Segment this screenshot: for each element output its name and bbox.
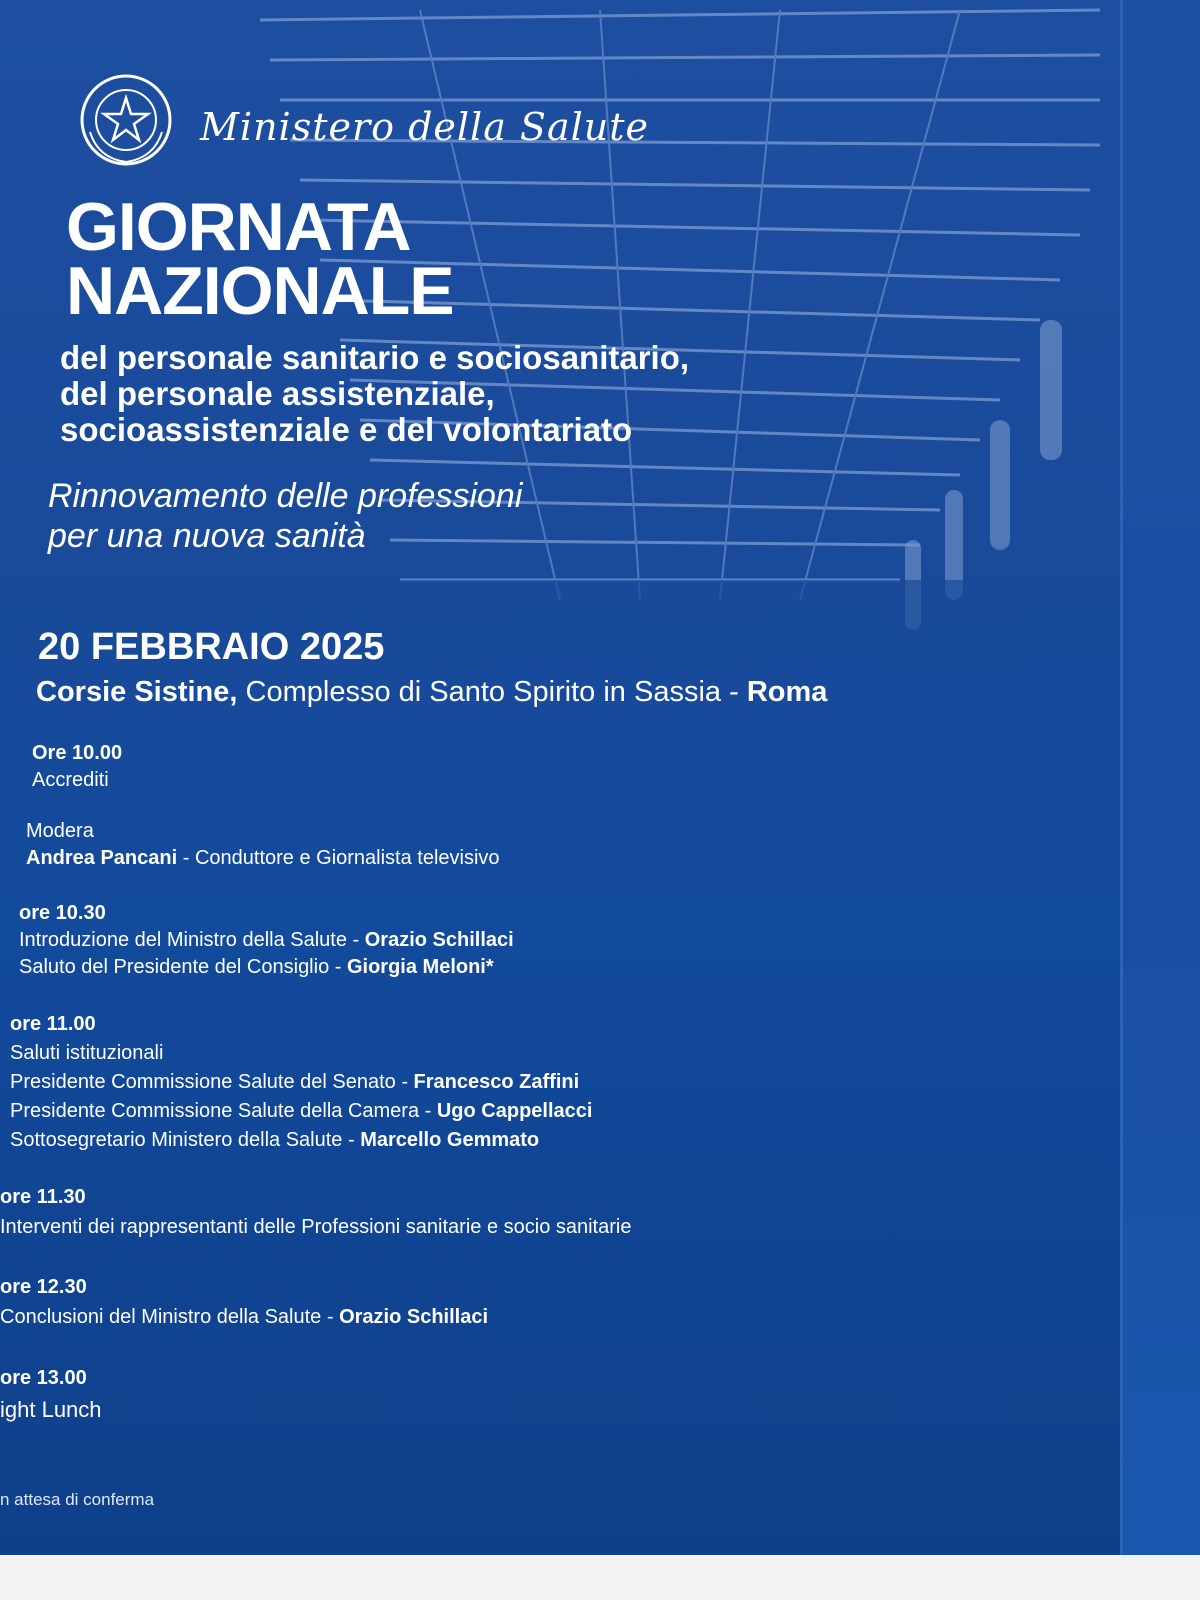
slot-item: Accrediti <box>32 769 109 791</box>
speaker-name: Ugo Cappellacci <box>436 1100 593 1122</box>
venue-city: Roma <box>746 676 828 708</box>
event-tagline <box>48 476 522 556</box>
slot-item: Interventi dei rappresentanti delle Professioni sanitarie e socio sanitarie <box>0 1216 632 1238</box>
slot-item: Presidente Commissione Salute della Camera - <box>10 1100 437 1122</box>
subtitle-line: del personale assistenziale, <box>60 375 495 412</box>
republic-emblem-icon <box>78 72 174 168</box>
program-slot-1030 <box>19 900 514 981</box>
slot-item: Saluto del Presidente del Consiglio - <box>19 956 347 978</box>
venue-separator: - <box>729 676 747 708</box>
slot-item: Sottosegretario Ministero della Salute - <box>10 1129 361 1151</box>
program-slot-1100 <box>10 1010 592 1155</box>
speaker-name: Orazio Schillaci <box>364 929 514 951</box>
program-slot-1000 <box>32 740 122 794</box>
speaker-name: Orazio Schillaci <box>339 1306 489 1328</box>
table-surface <box>0 1555 1200 1600</box>
moderator-role: - Conduttore e Giornalista televisivo <box>177 847 500 869</box>
slot-time: ore 10.30 <box>19 902 106 924</box>
program-slot-1130 <box>0 1182 631 1242</box>
program-moderator <box>26 818 500 872</box>
slot-item: Conclusioni del Ministro della Salute - <box>0 1306 340 1328</box>
moderator-label: Modera <box>26 820 94 842</box>
title-line: NAZIONALE <box>66 253 454 329</box>
event-venue <box>36 676 827 709</box>
slot-item: Presidente Commissione Salute del Senato - <box>10 1071 414 1093</box>
slot-time: Ore 10.00 <box>32 742 123 764</box>
speaker-name: Francesco Zaffini <box>413 1071 580 1093</box>
slot-time: ore 11.00 <box>10 1013 96 1035</box>
speaker-name: Giorgia Meloni* <box>346 956 494 978</box>
ministry-name: Ministero della Salute <box>200 105 649 149</box>
program-slot-1230 <box>0 1272 488 1332</box>
page-title <box>66 189 454 329</box>
title-line: GIORNATA <box>66 189 411 265</box>
slot-time: ore 13.00 <box>0 1367 87 1389</box>
event-subtitle <box>60 340 689 448</box>
moderator-name: Andrea Pancani <box>26 847 178 869</box>
slot-item: ight Lunch <box>0 1397 102 1422</box>
program-slot-1300 <box>0 1362 102 1426</box>
slot-heading: Saluti istituzionali <box>10 1042 164 1064</box>
venue-complex: Complesso di Santo Spirito in Sassia <box>237 676 730 708</box>
footnote: n attesa di conferma <box>0 1490 155 1509</box>
subtitle-line: socioassistenziale e del volontariato <box>60 411 633 448</box>
venue-place: Corsie Sistine, <box>36 676 238 708</box>
tagline-line: Rinnovamento delle professioni <box>48 477 523 515</box>
tagline-line: per una nuova sanità <box>48 517 366 555</box>
event-date: 20 FEBBRAIO 2025 <box>38 626 385 668</box>
speaker-name: Marcello Gemmato <box>360 1129 540 1151</box>
subtitle-line: del personale sanitario e sociosanitario, <box>60 339 690 376</box>
slot-time: ore 12.30 <box>0 1276 87 1298</box>
slot-time: ore 11.30 <box>0 1186 86 1208</box>
adjacent-poster-edge <box>1120 0 1200 1555</box>
slot-item: Introduzione del Ministro della Salute - <box>19 929 365 951</box>
